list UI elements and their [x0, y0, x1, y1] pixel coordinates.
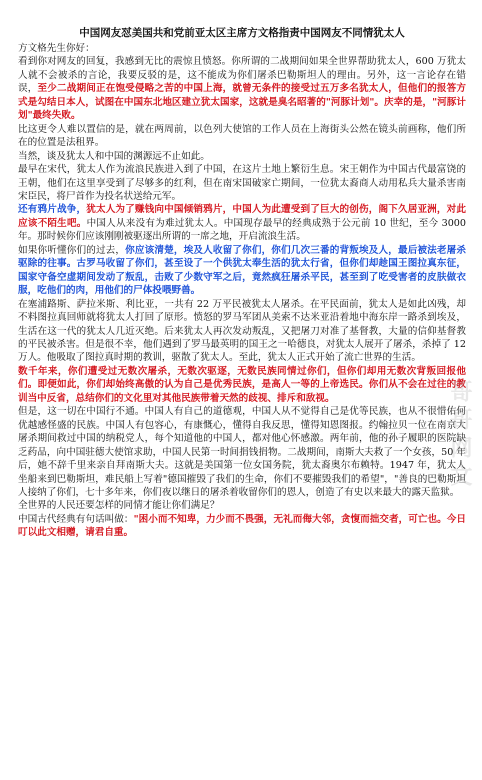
- paragraph-text: 比这更令人难以置信的是，就在两周前，以色列大使馆的工作人员在上海街头公然在镜头前画称，他们所在的位置是法租界。: [18, 123, 466, 149]
- paragraph-text: 中国古代经典有句话叫做：: [18, 513, 134, 525]
- highlight-red-text: "困小而不知卑，力少而不畏强，无礼而侮大邻，贪愎而拙交者，可亡也。今日叮以此文相赠，请君自重。: [18, 513, 467, 539]
- paragraph: [18, 298, 466, 365]
- highlight-red-text: 至少二战期间正在饱受侵略之苦的中国上海，就曾无条件的接受过五万多名犹太人，但他们的报答方式是勾结日本人，试图在中国东北地区建立犹太国家，这就是臭名昭著的"河豚计划"。庆幸的是，"河豚计划"最终失败。: [18, 83, 467, 122]
- paragraph-text: 如果你听懂你们的过去，: [18, 244, 126, 256]
- paragraph: [18, 55, 466, 122]
- paragraph: [18, 42, 466, 55]
- watermark: 哥哥网文: [447, 380, 473, 492]
- paragraph-text: 中国人从来没有为难过犹太人。中国现存最早的经典成熟于公元前 10 世纪，至今 3000 年。那时候你们应该刚刚被驱逐出所谓的一席之地，开启流浪生活。: [18, 217, 466, 243]
- paragraph-text: 最早在宋代，犹太人作为流浪民族进入到了中国，在这片土地上繁衍生息。宋王朝作为中国古代最富饶的王朝，他们在这里享受到了尽够多的红利，但在南宋国破家亡期间，一位犹太裔商人动用私兵大量杀害南宋臣民，将尸首作为投名状送给元军。: [18, 164, 466, 202]
- highlight-red-text: 数千年来，你们遭受过无数次屠杀，无数次驱逐，无数民族同情过你们，但你们却用无数次背叛回报他们。即便如此，你们却始终高傲的认为自己是优秀民族，是高人一等的上帝选民。你们从不会在过往的教训当中反省，总结你们的文化里对其他民族带着天然的歧视、排斥和敌视。: [18, 365, 466, 404]
- document-title: 中国网友怼美国共和党前亚太区主席方文格指责中国网友不同情犹太人: [79, 27, 405, 39]
- highlight-blue-text: 还有鸦片战争，: [18, 204, 87, 216]
- paragraph: [18, 499, 466, 512]
- paragraph: [18, 244, 466, 298]
- paragraph-text: 方文格先生你好：: [18, 43, 95, 54]
- document-body: [18, 42, 466, 540]
- paragraph-text: 但是，这一切在中国行不通。中国人有自己的道德观，中国人从不觉得自己是优等民族，也从不很惜佑何优越感怪盛的民族。中国人有包容心，有康慨心，懂得自我反思，懂得知恩图报。约翰拉贝一位在南京大屠杀期间救过中国的纳税党人，每个知道他的中国人，都对他心怀感激。两年前，他的孙子履职的医院缺乏药品，向中国驻德大使馆求助，中国人民第一时间捐钱捐物。二战期间，南斯大夫救了一个女孩，50 年后，她不辞千里来亲自拜南斯大夫。这就是美国第一位女国务院，犹太裔奥尔布赖特。1947 年，犹太人坐船来到巴勒斯坦，难民船上写着"德国摧毁了我们的生命，你们不要摧毁我们的希望"，"善良的巴勒斯坦人接纳了你们，七十多年来，你们夜以继日的屠杀着收留你们的恩人，创造了有史以来最大的露天监狱。: [18, 406, 466, 498]
- paragraph: [18, 123, 466, 150]
- paragraph: [18, 150, 466, 163]
- paragraph: [18, 365, 466, 405]
- paragraph: [18, 203, 466, 243]
- paragraph: [18, 405, 466, 499]
- paragraph: [18, 163, 466, 203]
- paragraph-text: 在塞浦路斯、萨拉米斯、利比亚，一共有 22 万平民被犹太人屠杀。在平民面前，犹太人是如此凶残，却不料图拉真回师就将犹太人打回了原形。愤怒的罗马军团从美索不达米亚沿着地中海东岸一路杀到埃及，生活在这一代的犹太人几近灭绝。后来犹太人再次发动叛乱，又把屠刀对准了基督教，大量的信仰基督教的平民被杀害。但是很不幸，他们遇到了罗马最英明的国王之一哈德良，对犹太人展开了屠杀，杀掉了 12 万人。他吸取了图拉真时期的教训，驱散了犹太人。至此，犹太人正式开始了流亡世界的生活。: [18, 298, 466, 364]
- paragraph-text: 当然，谈及犹太人和中国的渊源远不止如此。: [18, 150, 210, 162]
- paragraph: [18, 513, 466, 540]
- highlight-red-text: 犹太人为了赚钱向中国倾销鸦片，中国人为此遭受到了巨大的创伤，阁下久居亚洲，对此应该不陌生吧。: [18, 204, 467, 229]
- highlight-blue-text: 你应该清楚，埃及人收留了你们，你们几次三番的背叛埃及人，最后被法老屠杀驱除的往事。古罗马收留了你们，甚至设了一个供犹太奉生活的犹太行省，但你们却趁国王图拉真东征，国家守备空虚期间发动了叛乱，击败了少数守军之后，竟然疯狂屠杀平民，甚至到了吃受害者的皮肤做衣服，吃他们的肉，用他们的尸体投喂野兽。: [18, 244, 467, 297]
- paragraph-text: 全世界的人民还要怎样的同情才能让你们满足？: [18, 500, 220, 512]
- paragraph-text: 看到你对网友的回复，我感到无比的震惊且愤怒。你所谓的二战期间如果全世界帮助犹太人，600 万犹太人就不会被杀的言论，我要反驳的是，这不能成为你们屠杀巴勒斯坦人的理由。另外，这一言论存在错误，: [18, 56, 466, 95]
